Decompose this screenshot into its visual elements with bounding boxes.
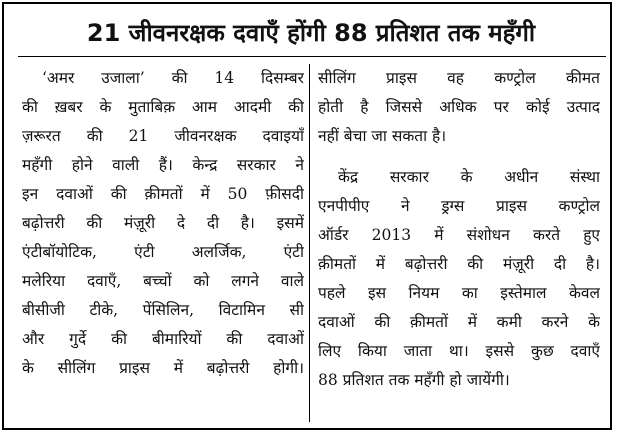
text-line: एंटीबॉयोटिक, एंटी अलर्जिक, एंटी: [22, 243, 304, 261]
text-line: बढ़ोत्तरी की मंज़ूरी दे दी है। इसमें: [22, 214, 304, 232]
text-line: बीसीजी टीके, पेंसिलिन, विटामिन सी: [22, 301, 304, 319]
text-line: सीलिंग प्राइस वह कण्ट्रोल कीमत: [318, 69, 600, 87]
left-column: [22, 64, 304, 383]
text-line: नहीं बेचा जा सकता है।: [318, 127, 447, 145]
column-divider: [309, 64, 310, 422]
text-line: ज़रूरत की 21 जीवनरक्षक दवाइयाँ: [22, 127, 304, 145]
text-line: मलेरिया दवाएँ, बच्चों को लगने वाले: [22, 272, 304, 290]
text-line: होती है जिससे अधिक पर कोई उत्पाद: [318, 98, 600, 116]
text-line: और गुर्दे की बीमारियों की दवाओं: [22, 330, 304, 348]
text-line: क़ीमतों में बढ़ोत्तरी की मंज़ूरी दी है।: [318, 255, 600, 273]
text-line: दवाओं की क़ीमतों में कमी करने के: [318, 313, 600, 331]
text-line: की ख़बर के मुताबिक़ आम आदमी की: [22, 98, 304, 116]
text-line: के सीलिंग प्राइस में बढ़ोत्तरी होगी।: [22, 359, 304, 377]
text-line: इन दवाओं की क़ीमतों में 50 फ़ीसदी: [22, 185, 304, 203]
article-frame: [2, 2, 612, 430]
text-line: ऑर्डर 2013 में संशोधन करते हुए: [318, 226, 600, 244]
paragraph-spacer: [318, 151, 600, 163]
right-column: [318, 64, 600, 395]
text-line: लिए किया जाता था। इससे कुछ दवाएँ: [318, 342, 600, 360]
article-headline: 21 जीवनरक्षक दवाएँ होंगी 88 प्रतिशत तक महँगी: [86, 19, 536, 47]
text-line: ‘अमर उजाला’ की 14 दिसम्बर: [42, 69, 304, 87]
text-line: महँगी होने वाली हैं। केन्द्र सरकार ने: [22, 156, 304, 174]
text-line: पहले इस नियम का इस्तेमाल केवल: [318, 284, 600, 302]
text-line: केंद्र सरकार के अधीन संस्था: [338, 168, 600, 186]
headline-rule: [18, 56, 606, 57]
text-line: एनपीपीए ने ड्रग्स प्राइस कण्ट्रोल: [318, 197, 600, 215]
text-line: 88 प्रतिशत तक महँगी हो जायेंगी।: [318, 371, 510, 389]
